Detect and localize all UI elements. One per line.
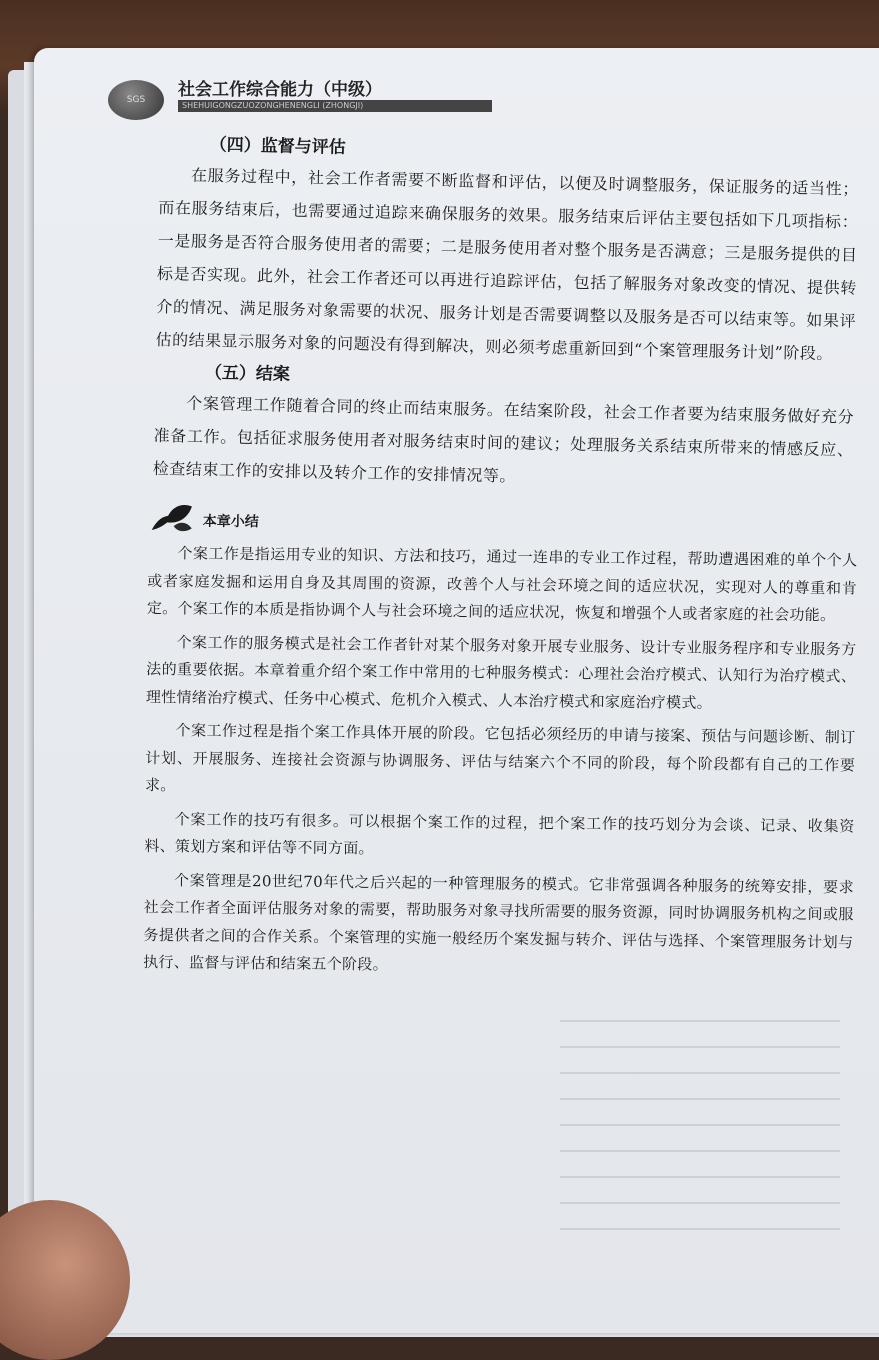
book-title: 社会工作综合能力（中级） [178,80,382,100]
book-subtitle: SHEHUIGONGZUOZONGHENENGLI (ZHONGJI) [178,100,492,112]
summary-paragraph: 个案工作是指运用专业的知识、方法和技巧，通过一连串的专业工作过程，帮助遭遇困难的单个个人或者家庭发掘和运用自身及其周围的资源，改善个人与社会环境之间的适应状况，实现对人的尊重和肯定。个案工作的本质是指协调个人与社会环境之间的适应状况，恢复和增强个人或者家庭的社会功能。 [146,544,858,625]
summary-header [148,500,858,547]
section-paragraph-supervision: 在服务过程中，社会工作者需要不断监督和评估，以便及时调整服务，保证服务的适当性；而在服务结束后，也需要通过追踪来确保服务的效果。服务结束后评估主要包括如下几项指标：一是服务是否符合服务使用者的需要；二是服务使用者对整个服务是否满意；三是服务提供的目标是否实现。此外，社会工作者还可以再进行追踪评估，包括了解服务对象改变的情况、提供转介的情况、满足服务对象需要的状况、服务计划是否需要调整以及服务是否可以结束等。如果评估的结果显示服务对象的问题没有得到解决，则必须考虑重新回到“个案管理服务计划”阶段。 [155,165,860,364]
summary-paragraph: 个案工作过程是指个案工作具体开展的阶段。它包括必须经历的申请与接案、预估与问题诊断、制订计划、开展服务、连接社会资源与协调服务、评估与结案六个不同的阶段，每个阶段都有自己的工作要求。 [144,721,856,795]
summary-paragraph: 个案工作的技巧有很多。可以根据个案工作的过程，把个案工作的技巧划分为会谈、记录、收集资料、策划方案和评估等不同方面。 [144,809,855,858]
section-paragraph-closing: 个案管理工作随着合同的终止而结束服务。在结案阶段，社会工作者要为结束服务做好充分准备工作。包括征求服务使用者对服务结束时间的建议；处理服务关系结束所带来的情感反应、检查结束工作的安排以及转介工作的安排情况等。 [152,393,855,486]
summary-paragraph: 个案管理是20世纪70年代之后兴起的一种管理服务的模式。它非常强调各种服务的统筹安排，要求社会工作者全面评估服务对象的需要，帮助服务对象寻找所需要的服务资源，同时协调服务机构之间或服务提供者之间的合作关系。个案管理的实施一般经历个案发掘与转介、评估与选择、个案管理服务计划与执行、监督与评估和结案五个阶段。 [143,870,855,974]
summary-paragraph: 个案工作的服务模式是社会工作者针对某个服务对象开展专业服务、设计专业服务程序和专业服务方法的重要依据。本章着重介绍个案工作中常用的七种服务模式：心理社会治疗模式、认知行为治疗模式、理性情绪治疗模式、任务中心模式、危机介入模式、人本治疗模式和家庭治疗模式。 [145,632,857,712]
summary-title: 本章小结 [202,513,259,531]
section-heading-closing: （五）结案 [204,362,291,385]
leaf-icon [148,500,194,536]
chapter-summary [143,500,858,990]
header-badge-icon: SGS [108,80,164,120]
section-heading-supervision: （四）监督与评估 [209,135,346,158]
main-text [153,130,860,500]
bleed-through-text [560,1020,840,1250]
